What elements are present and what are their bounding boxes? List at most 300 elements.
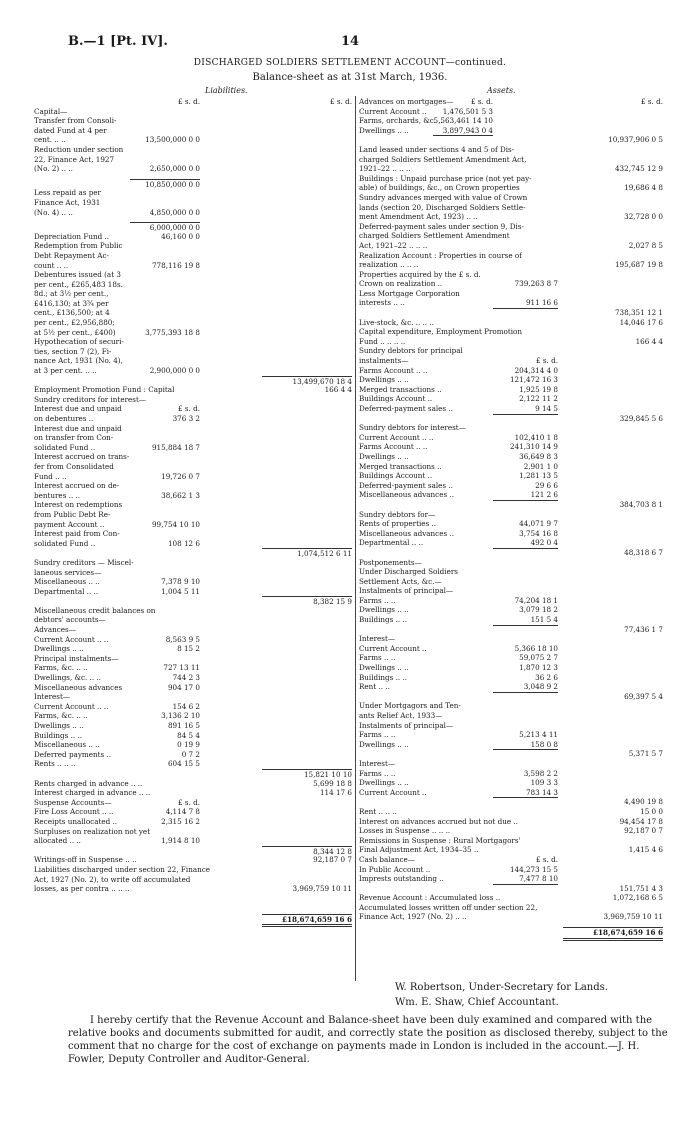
row-label: Dwellings .. .. <box>34 644 84 654</box>
row-amount-1: 0 7 2 <box>181 749 200 759</box>
asset-row <box>359 481 663 491</box>
asset-row <box>359 366 663 376</box>
asset-row <box>359 433 663 443</box>
document-subtitle: Balance-sheet as at 31st March, 1936. <box>252 72 448 83</box>
liability-row <box>34 807 352 817</box>
row-label: Miscellaneous advances <box>34 682 123 692</box>
row-amount-1: 99,754 10 10 <box>151 519 200 529</box>
row-amount-2: 1,925 19 8 <box>519 384 558 394</box>
asset-row <box>359 135 663 145</box>
row-label: Interest charged in advance .. .. <box>34 788 151 798</box>
row-label: Miscellaneous credit balances on <box>34 605 156 615</box>
row-amount-1 <box>433 135 493 136</box>
asset-row <box>359 855 663 865</box>
row-label: losses, as per contra .. .. .. <box>34 884 130 894</box>
row-label: able) of buildings, &c., on Crown properties <box>359 183 520 193</box>
signature-chief-accountant: Wm. E. Shaw, Chief Accountant. <box>395 997 559 1008</box>
row-total: 8,344 12 8 <box>262 846 352 857</box>
row-amount-2: 144,273 15 5 <box>509 864 558 874</box>
row-amount-2: 739,263 8 7 <box>514 279 558 289</box>
asset-row <box>359 308 663 318</box>
liability-row <box>34 395 352 405</box>
liability-row <box>34 673 352 683</box>
row-label: allocated .. .. <box>34 836 81 846</box>
liability-row <box>34 529 352 539</box>
row-label: Remissions in Suspense : Rural Mortgagors' <box>359 835 521 845</box>
row-total: 3,969,759 10 11 <box>292 884 352 894</box>
liability-row <box>34 635 352 645</box>
liability-row <box>34 846 352 856</box>
asset-row <box>359 682 663 692</box>
asset-row <box>359 375 663 385</box>
asset-row <box>359 462 663 472</box>
row-label: Sundry debtors for interest— <box>359 423 466 433</box>
row-total: 5,371 5 7 <box>628 749 663 759</box>
row-label: Capital— <box>34 106 68 116</box>
row-amount-2 <box>493 884 558 885</box>
liability-row <box>34 750 352 760</box>
liability-row <box>34 558 352 568</box>
row-total: 32,728 0 0 <box>624 212 663 222</box>
row-label: Interest— <box>359 634 396 644</box>
row-amount-1: 915,884 18 7 <box>151 442 200 452</box>
row-total: 69,397 5 4 <box>624 691 663 701</box>
liability-row <box>34 261 352 271</box>
row-label: Rents charged in advance .. .. <box>34 778 143 788</box>
row-label: Deferred payments .. <box>34 749 112 759</box>
row-amount-1: £ s. d. <box>177 404 200 414</box>
liability-row <box>34 731 352 741</box>
row-label: Deferred-payment sales .. <box>359 404 453 413</box>
row-label: Less repaid as per <box>34 188 101 198</box>
row-label: Interest on redemptions <box>34 500 123 510</box>
row-label: Principal instalments— <box>34 653 119 663</box>
row-amount-2: 44,071 9 7 <box>519 519 558 529</box>
row-total: 166 4 4 <box>635 336 663 346</box>
row-amount-1: 727 13 11 <box>163 663 200 673</box>
liability-row <box>34 721 352 731</box>
liability-row <box>34 188 352 198</box>
row-label: Dwellings .. .. <box>359 451 409 461</box>
row-label: Advances on mortgages— <box>359 97 454 106</box>
row-label: Debentures issued (at 3 <box>34 270 121 280</box>
asset-row <box>359 442 663 452</box>
row-label: Hypothecation of securi- <box>34 337 124 347</box>
row-label: Dwellings .. .. <box>359 663 409 673</box>
liability-row <box>34 347 352 357</box>
row-label: Capital expenditure, Employment Promotion <box>359 327 523 337</box>
liability-row <box>34 884 352 894</box>
row-label: Miscellaneous advances .. <box>359 528 455 538</box>
asset-row <box>359 663 663 673</box>
row-label: Act, 1921–22 .. .. .. <box>359 240 428 250</box>
row-label: realization .. .. .. <box>359 260 419 270</box>
row-label: Interest accrued on trans- <box>34 452 130 462</box>
asset-row <box>359 510 663 520</box>
liability-row <box>34 366 352 376</box>
asset-row <box>359 212 663 222</box>
liability-row <box>34 179 352 189</box>
asset-row <box>359 471 663 481</box>
row-label: Dwellings .. .. <box>359 739 409 749</box>
row-label: charged Soldiers Settlement Amendment <box>359 231 510 241</box>
asset-row <box>359 155 663 165</box>
asset-row <box>359 490 663 500</box>
asset-row <box>359 260 663 270</box>
row-amount-2: 3,754 16 8 <box>519 528 558 538</box>
page-number: 14 <box>340 34 360 49</box>
row-amount-2 <box>493 500 558 501</box>
row-total: £18,674,659 16 6 <box>563 927 663 941</box>
row-label: Sundry debtors for principal <box>359 346 463 356</box>
row-amount-2: £ s. d. <box>535 854 558 864</box>
row-amount-2 <box>493 625 558 626</box>
row-amount-2: 7,477 8 10 <box>519 874 558 884</box>
row-label: Fund .. .. <box>34 471 67 481</box>
row-label: lands (section 20, Discharged Soldiers Settle- <box>359 202 526 212</box>
asset-row <box>359 519 663 529</box>
row-total: 94,454 17 8 <box>619 816 663 826</box>
row-amount-1: 154 6 2 <box>172 701 200 711</box>
row-total: 3,969,759 10 11 <box>603 912 663 922</box>
liabilities-column <box>34 97 352 923</box>
row-label: Farms, orchards, &c. .. <box>359 116 443 126</box>
row-label: Losses in Suspense .. .. .. <box>359 826 451 836</box>
row-label: Finance Act, 1931 <box>34 197 101 207</box>
row-label: Miscellaneous advances .. <box>359 490 455 500</box>
row-label: Interest accrued on de- <box>34 481 120 491</box>
row-amount-2: 102,410 1 8 <box>514 432 558 442</box>
asset-row <box>359 394 663 404</box>
row-amount-1: 1,476,501 5 3 <box>442 106 493 116</box>
asset-row <box>359 327 663 337</box>
row-label: 22, Finance Act, 1927 <box>34 154 115 164</box>
row-amount-1: 8 15 2 <box>177 644 200 654</box>
row-label: cent., £136,500; at 4 <box>34 308 110 318</box>
row-label: Buildings .. .. <box>359 672 408 682</box>
row-label: cent. .. .. <box>34 135 66 145</box>
asset-row <box>359 298 663 308</box>
liability-row <box>34 462 352 472</box>
row-label: Rent .. .. .. <box>359 806 397 816</box>
row-amount-1: 108 12 6 <box>167 538 200 548</box>
assets-column <box>359 97 663 937</box>
liability-row <box>34 798 352 808</box>
row-amount-1: 778,116 19 8 <box>151 260 200 270</box>
row-amount-1: 5,563,461 14 10 <box>433 116 493 126</box>
row-amount-2: 36 2 6 <box>535 672 558 682</box>
row-label: Liabilities discharged under section 22, Finance <box>34 864 211 874</box>
row-label: Final Adjustment Act, 1934–35 .. <box>359 845 479 855</box>
row-label: Deferred-payment sales under section 9, Dis- <box>359 221 524 231</box>
liability-row <box>34 318 352 328</box>
liability-row <box>34 577 352 587</box>
row-total: 2,027 8 5 <box>628 240 663 250</box>
liability-row <box>34 654 352 664</box>
row-amount-2: 9 14 5 <box>535 404 558 413</box>
asset-row <box>359 500 663 510</box>
asset-row <box>359 653 663 663</box>
liability-row <box>34 337 352 347</box>
row-amount-2: 74,204 18 1 <box>514 595 558 605</box>
row-amount-1: 13,500,000 0 0 <box>145 135 200 145</box>
asset-row <box>359 730 663 740</box>
liability-row <box>34 198 352 208</box>
row-amount-2: 121 2 6 <box>530 490 558 500</box>
row-total: 384,703 8 1 <box>619 499 663 509</box>
asset-row <box>359 759 663 769</box>
row-amount-1: 19,726 0 7 <box>161 471 200 481</box>
asset-row <box>359 865 663 875</box>
liability-row <box>34 606 352 616</box>
liability-row <box>34 769 352 779</box>
liability-row <box>34 500 352 510</box>
liability-row <box>34 145 352 155</box>
row-amount-1: 7,378 9 10 <box>161 577 200 587</box>
assets-heading: Assets. <box>487 86 516 95</box>
document-title: DISCHARGED SOLDIERS SETTLEMENT ACCOUNT—continued. <box>193 58 507 68</box>
row-label: Sundry advances merged with value of Crown <box>359 192 528 202</box>
row-label: Interest— <box>34 692 71 702</box>
row-label: Interest— <box>359 758 396 768</box>
row-label: £416,130; at 3¾ per <box>34 298 109 308</box>
row-label: interests .. .. <box>359 298 405 308</box>
row-label: Merged transactions .. <box>359 384 442 394</box>
liability-row <box>34 385 352 395</box>
asset-row <box>359 193 663 203</box>
row-label: per cent., £265,483 18s. <box>34 279 123 289</box>
liability-row <box>34 817 352 827</box>
liability-row <box>34 424 352 434</box>
row-amount-1: 10,850,000 0 0 <box>130 179 200 190</box>
row-amount-2: 36,649 8 3 <box>519 451 558 461</box>
row-label: Interest paid from Con- <box>34 529 120 539</box>
row-amount-1: 46,160 0 0 <box>161 231 200 241</box>
row-label: Dwellings .. .. <box>359 778 409 788</box>
row-label: Crown on realization .. <box>359 279 443 289</box>
row-label: ties, section 7 (2), Fi- <box>34 346 112 356</box>
asset-row <box>359 797 663 807</box>
row-label: Current Account .. .. <box>34 701 109 711</box>
liability-row <box>34 356 352 366</box>
row-label: Postponements— <box>359 557 422 567</box>
row-label: 1921–22 .. .. .. <box>359 164 411 174</box>
liability-row <box>34 663 352 673</box>
row-label: from Public Debt Re- <box>34 509 111 519</box>
liability-row <box>34 683 352 693</box>
audit-certificate: I hereby certify that the Revenue Account and Balance-sheet have been duly examined and compared with the relative books and documents submitted for audit, and correctly state the position as disclosed thereby, subject to the comment that no charge for the cost of exchange on payments made in London is included in the account.—J. H. Fowler, Deputy Controller and Auditor-General. <box>68 1015 668 1065</box>
row-amount-2: 1,870 12 3 <box>519 663 558 673</box>
row-label: Fire Loss Account .. .. <box>34 807 114 817</box>
row-label: Farms .. .. <box>359 730 396 740</box>
row-label: Merged transactions .. <box>359 461 442 471</box>
row-amount-2 <box>493 414 558 415</box>
row-label: charged Soldiers Settlement Amendment Act, <box>359 154 527 164</box>
liability-row <box>34 692 352 702</box>
asset-row <box>359 251 663 261</box>
row-label: Realization Account : Properties in course of <box>359 250 522 260</box>
row-label: Under Discharged Soldiers <box>359 567 458 577</box>
column-headings <box>0 86 700 96</box>
row-amount-2: 1,281 13 5 <box>519 471 558 481</box>
row-amount-1: 376 3 2 <box>172 414 200 423</box>
asset-row <box>359 558 663 568</box>
row-label: payment Account .. <box>34 519 105 529</box>
asset-row <box>359 634 663 644</box>
row-label: Employment Promotion Fund : Capital <box>34 385 175 395</box>
liability-row <box>34 615 352 625</box>
liability-row <box>34 155 352 165</box>
row-total: 1,072,168 6 5 <box>612 893 663 903</box>
liability-row <box>34 510 352 520</box>
row-total: £ s. d. <box>329 97 352 106</box>
row-amount-1: 891 16 5 <box>167 721 200 730</box>
asset-row <box>359 912 663 922</box>
asset-row <box>359 164 663 174</box>
asset-row <box>359 356 663 366</box>
asset-row <box>359 625 663 635</box>
row-label: fer from Consolidated <box>34 461 114 471</box>
liability-row <box>34 481 352 491</box>
asset-row <box>359 788 663 798</box>
row-total: 195,687 19 8 <box>614 260 663 270</box>
asset-row <box>359 231 663 241</box>
row-label: solidated Fund .. <box>34 538 96 548</box>
asset-row <box>359 673 663 683</box>
row-label: Buildings Account .. <box>359 394 433 404</box>
row-amount-2: 158 0 8 <box>530 739 558 749</box>
row-total: 8,382 15 9 <box>262 596 352 607</box>
asset-row <box>359 605 663 615</box>
row-label: on transfer from Con- <box>34 433 114 443</box>
liability-row <box>34 164 352 174</box>
liability-row <box>34 126 352 136</box>
row-label: Buildings Account .. <box>359 471 433 481</box>
liability-row <box>34 222 352 232</box>
liability-row <box>34 452 352 462</box>
row-amount-2: 2,122 11 2 <box>519 394 558 404</box>
row-label: Cash balance— <box>359 854 415 864</box>
row-amount-2 <box>493 797 558 798</box>
row-label: Farms Account .. .. <box>359 442 428 452</box>
row-label: Dwellings .. .. <box>34 721 84 730</box>
liability-row <box>34 587 352 597</box>
row-label: Imprests outstanding .. <box>359 874 444 884</box>
row-label: Interest due and unpaid <box>34 404 122 414</box>
row-total: 329,845 5 6 <box>619 413 663 423</box>
liability-row <box>34 251 352 261</box>
asset-row <box>359 596 663 606</box>
asset-row <box>359 270 663 280</box>
row-amount-1: 2,900,000 0 0 <box>149 366 200 376</box>
row-total: £18,674,659 16 6 <box>262 914 352 928</box>
row-label: Rent .. .. <box>359 682 390 692</box>
row-label: Transfer from Consoli- <box>34 116 117 126</box>
row-amount-1: 3,897,943 0 4 <box>442 125 493 135</box>
row-amount-2: 2,901 1 0 <box>523 461 558 471</box>
row-total: 5,699 18 8 <box>313 778 352 788</box>
row-label: Dwellings .. .. <box>359 125 409 135</box>
row-total: 13,499,670 18 4 <box>262 376 352 387</box>
row-label: at 3 per cent. .. .. <box>34 366 97 376</box>
row-label: Current Account .. <box>359 643 427 653</box>
row-label: Dwellings .. .. <box>359 375 409 385</box>
row-label: Farms .. .. <box>359 768 396 778</box>
row-label: Accumulated losses written off under section 22, <box>359 902 538 912</box>
row-total: 19,686 4 8 <box>624 183 663 193</box>
liability-row <box>34 759 352 769</box>
asset-row <box>359 644 663 654</box>
asset-row <box>359 318 663 328</box>
asset-row <box>359 414 663 424</box>
liability-row <box>34 625 352 635</box>
row-amount-1: 4,850,000 0 0 <box>149 207 200 217</box>
row-label: Dwellings, &c. .. .. <box>34 673 101 683</box>
row-label: Less Mortgage Corporation <box>359 288 460 298</box>
liability-row <box>34 97 352 107</box>
row-total: 15,821 10 10 <box>262 769 352 780</box>
asset-row <box>359 826 663 836</box>
row-total: 14,046 17 6 <box>619 317 663 327</box>
row-amount-1: £ s. d. <box>470 97 493 106</box>
row-amount-1: 1,004 5 11 <box>161 586 200 596</box>
row-amount-2: 121,472 16 3 <box>509 375 558 385</box>
liability-row <box>34 520 352 530</box>
asset-row <box>359 385 663 395</box>
row-total: 1,415 4 6 <box>628 845 663 855</box>
asset-row <box>359 222 663 232</box>
row-label: Deferred-payment sales .. <box>359 480 453 490</box>
asset-row <box>359 452 663 462</box>
row-label: debtors' accounts— <box>34 615 106 625</box>
row-total: 432,745 12 9 <box>614 164 663 174</box>
row-total: 92,187 0 7 <box>624 826 663 836</box>
row-label: Miscellaneous .. .. <box>34 577 100 587</box>
row-label: Farms, &c. .. .. <box>34 663 88 673</box>
liability-row <box>34 491 352 501</box>
row-amount-2: 3,079 18 2 <box>519 605 558 615</box>
row-label: Live-stock, &c. .. .. .. <box>359 317 434 327</box>
asset-row <box>359 97 663 107</box>
row-amount-1: 3,775,393 18 8 <box>145 327 200 337</box>
row-label: Properties acquired by the £ s. d. <box>359 269 481 279</box>
asset-row <box>359 174 663 184</box>
row-label: Under Mortgagors and Ten- <box>359 701 461 711</box>
row-label: (No. 2) .. .. <box>34 164 73 174</box>
column-divider <box>355 96 356 981</box>
row-amount-1: 0 19 9 <box>177 740 200 750</box>
asset-row <box>359 701 663 711</box>
asset-row <box>359 749 663 759</box>
row-amount-1: 4,114 7 8 <box>165 807 200 817</box>
liability-row <box>34 116 352 126</box>
liability-row <box>34 875 352 885</box>
row-label: Current Account .. <box>359 106 427 116</box>
row-label: laneous services— <box>34 567 102 577</box>
row-label: Current Account .. .. <box>359 432 434 442</box>
row-total: 48,318 6 7 <box>624 547 663 557</box>
liability-row <box>34 107 352 117</box>
row-total: 15 0 0 <box>640 806 663 816</box>
liability-row <box>34 855 352 865</box>
asset-row <box>359 203 663 213</box>
row-label: Interest due and unpaid <box>34 423 122 433</box>
row-label: on debentures .. <box>34 414 94 423</box>
row-label: ants Relief Act, 1933— <box>359 711 443 720</box>
asset-row <box>359 279 663 289</box>
row-label: Settlement Acts, &c.— <box>359 576 442 586</box>
row-label: Writings-off in Suspense .. .. <box>34 855 137 865</box>
